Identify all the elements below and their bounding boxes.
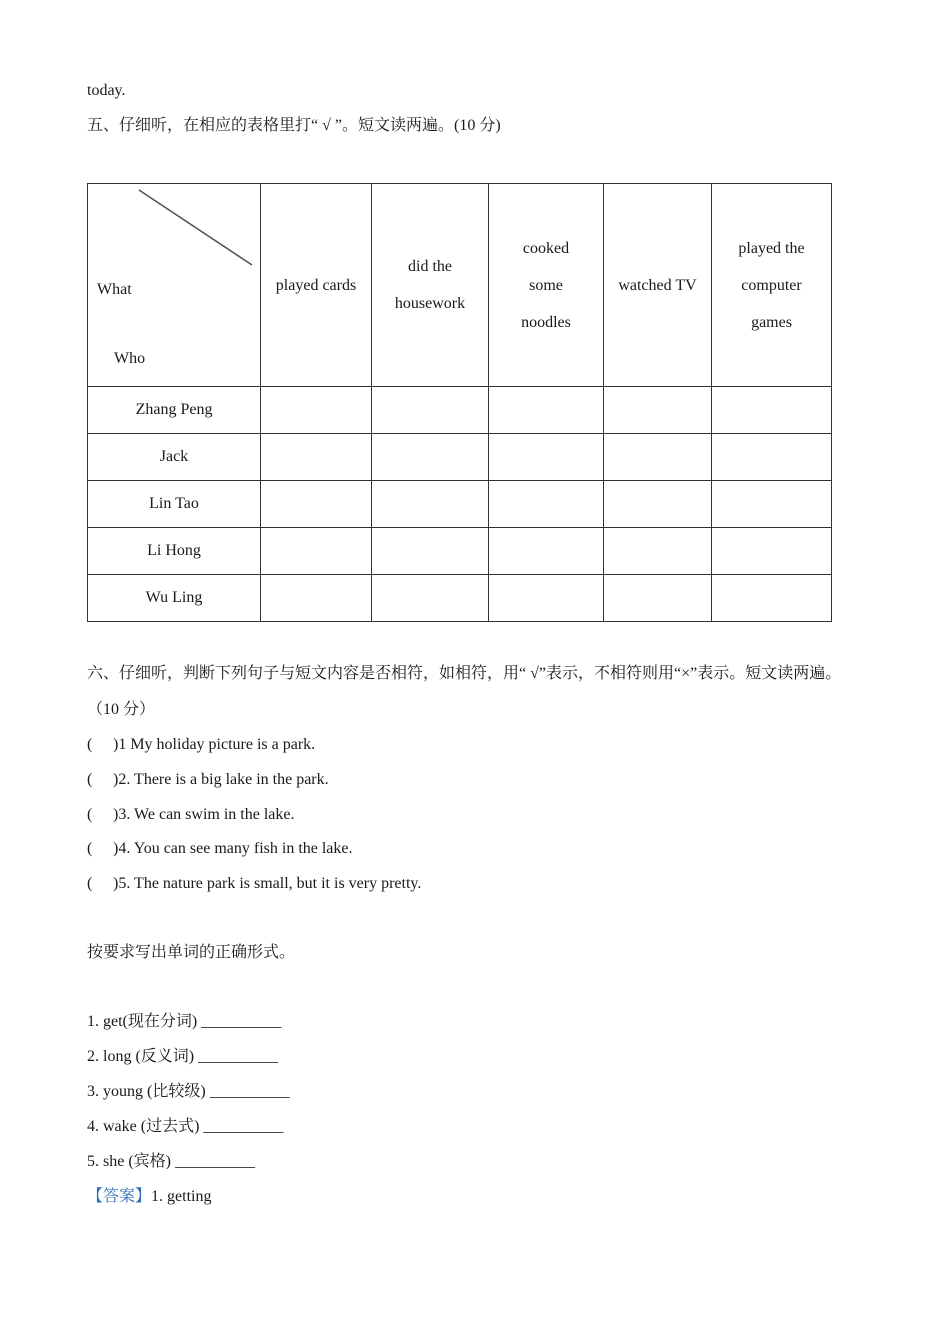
answer-bracket-open[interactable]: ( [87, 875, 93, 892]
answer-cell[interactable] [712, 575, 832, 622]
row-name-cell: Zhang Peng [88, 387, 261, 434]
section5-title: 五、仔细听，在相应的表格里打“ √ ”。短文读两遍。(10 分) [87, 117, 501, 134]
answer-cell[interactable] [372, 481, 489, 528]
judge-item-4: ( )4. You can see many fish in the lake. [87, 840, 353, 857]
column-header-computer-games: played the computer games [712, 184, 832, 387]
table-corner-cell [88, 184, 261, 387]
judge-item-2: ( )2. There is a big lake in the park. [87, 771, 329, 788]
column-header-watched-tv: watched TV [604, 184, 712, 387]
answer-bracket-open[interactable]: ( [87, 806, 93, 823]
answer-bracket-open[interactable]: ( [87, 736, 93, 753]
answer-cell[interactable] [604, 434, 712, 481]
answer-cell[interactable] [372, 434, 489, 481]
answer-cell[interactable] [604, 575, 712, 622]
answer-cell[interactable] [489, 434, 604, 481]
table-row [88, 481, 832, 528]
answer-cell[interactable] [712, 387, 832, 434]
column-header-noodles: cooked some noodles [489, 184, 604, 387]
judge-item-1: ( )1 My holiday picture is a park. [87, 736, 316, 753]
row-name-cell: Jack [88, 434, 261, 481]
answer-text: 1. getting [151, 1188, 212, 1205]
column-header-housework: did the housework [372, 184, 489, 387]
word-form-item-2: 2. long (反义词) __________ [87, 1048, 279, 1065]
listening-checklist-table [87, 183, 832, 622]
row-name-cell: Li Hong [88, 528, 261, 575]
answer-cell[interactable] [712, 434, 832, 481]
corner-label-who: Who [114, 350, 146, 367]
section6-score: （10 分） [87, 701, 156, 718]
intro-tail-text: today. [87, 82, 126, 99]
answer-cell[interactable] [712, 528, 832, 575]
answer-cell[interactable] [489, 481, 604, 528]
answer-line [87, 1187, 211, 1207]
answer-cell[interactable] [372, 528, 489, 575]
answer-cell[interactable] [261, 481, 372, 528]
answer-cell[interactable] [604, 528, 712, 575]
row-name-cell: Wu Ling [88, 575, 261, 622]
answer-cell[interactable] [372, 575, 489, 622]
table-row [88, 528, 832, 575]
judge-item-5: ( )5. The nature park is small, but it is very pretty. [87, 875, 422, 892]
table-header-row [88, 184, 832, 387]
corner-label-what: What [97, 281, 132, 298]
answer-label: 【答案】 [87, 1188, 152, 1205]
answer-cell[interactable] [261, 387, 372, 434]
answer-bracket-open[interactable]: ( [87, 840, 93, 857]
word-form-item-1: 1. get(现在分词) __________ [87, 1013, 282, 1030]
section6-title: 六、仔细听，判断下列句子与短文内容是否相符，如相符，用“ √”表示，不相符则用“×”表示。短文读两遍。 [87, 665, 842, 682]
table-row [88, 434, 832, 481]
section7-title: 按要求写出单词的正确形式。 [87, 944, 296, 961]
answer-cell[interactable] [489, 387, 604, 434]
word-form-item-3: 3. young (比较级) __________ [87, 1083, 290, 1100]
answer-cell[interactable] [261, 528, 372, 575]
answer-cell[interactable] [604, 481, 712, 528]
column-header-played-cards: played cards [261, 184, 372, 387]
answer-cell[interactable] [604, 387, 712, 434]
table-row [88, 387, 832, 434]
answer-cell[interactable] [372, 387, 489, 434]
table-row [88, 575, 832, 622]
answer-cell[interactable] [489, 528, 604, 575]
judge-item-3: ( )3. We can swim in the lake. [87, 806, 295, 823]
answer-cell[interactable] [489, 575, 604, 622]
answer-cell[interactable] [712, 481, 832, 528]
word-form-item-4: 4. wake (过去式) __________ [87, 1118, 284, 1135]
answer-cell[interactable] [261, 434, 372, 481]
answer-bracket-open[interactable]: ( [87, 771, 93, 788]
word-form-item-5: 5. she (宾格) __________ [87, 1153, 255, 1170]
row-name-cell: Lin Tao [88, 481, 261, 528]
answer-cell[interactable] [261, 575, 372, 622]
